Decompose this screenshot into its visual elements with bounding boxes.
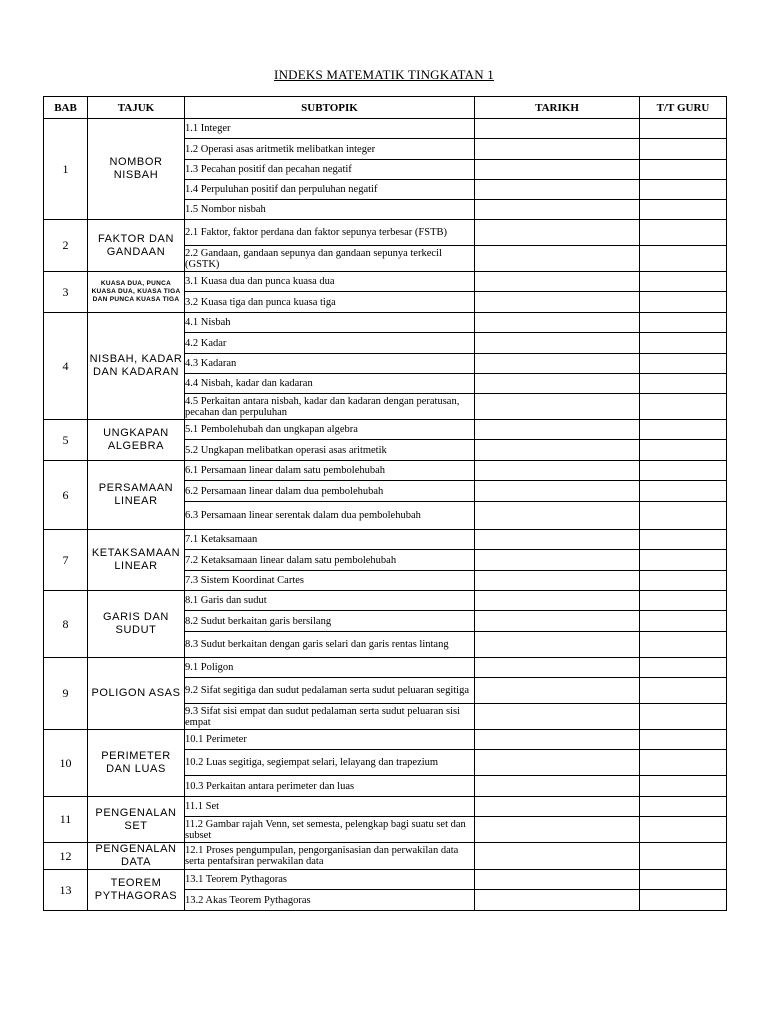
- subtopik-cell: 3.1 Kuasa dua dan punca kuasa dua: [185, 272, 475, 292]
- bab-cell: 12: [44, 843, 88, 870]
- tajuk-cell: PERIMETER DAN LUAS: [88, 730, 185, 797]
- tt-guru-cell[interactable]: [640, 704, 727, 730]
- tarikh-cell[interactable]: [475, 160, 640, 180]
- subtopik-cell: 10.1 Perimeter: [185, 730, 475, 750]
- tt-guru-cell[interactable]: [640, 678, 727, 704]
- tt-guru-cell[interactable]: [640, 313, 727, 333]
- table-row: [44, 591, 727, 611]
- tarikh-cell[interactable]: [475, 333, 640, 354]
- tt-guru-cell[interactable]: [640, 530, 727, 550]
- tt-guru-cell[interactable]: [640, 354, 727, 374]
- tt-guru-cell[interactable]: [640, 730, 727, 750]
- subtopik-cell: 10.2 Luas segitiga, segiempat selari, lelayang dan trapezium: [185, 750, 475, 776]
- subtopik-cell: 5.1 Pembolehubah dan ungkapan algebra: [185, 420, 475, 440]
- tt-guru-cell[interactable]: [640, 890, 727, 911]
- subtopik-cell: 8.3 Sudut berkaitan dengan garis selari dan garis rentas lintang: [185, 632, 475, 658]
- subtopik-cell: 11.2 Gambar rajah Venn, set semesta, pelengkap bagi suatu set dan subset: [185, 817, 475, 843]
- tajuk-cell: KUASA DUA, PUNCA KUASA DUA, KUASA TIGA DAN PUNCA KUASA TIGA: [88, 272, 185, 313]
- bab-cell: 8: [44, 591, 88, 658]
- bab-cell: 9: [44, 658, 88, 730]
- tt-guru-cell[interactable]: [640, 550, 727, 571]
- subtopik-cell: 7.3 Sistem Koordinat Cartes: [185, 571, 475, 591]
- tajuk-cell: KETAKSAMAAN LINEAR: [88, 530, 185, 591]
- subtopik-cell: 8.2 Sudut berkaitan garis bersilang: [185, 611, 475, 632]
- subtopik-cell: 9.1 Poligon: [185, 658, 475, 678]
- tt-guru-cell[interactable]: [640, 776, 727, 797]
- subtopik-cell: 10.3 Perkaitan antara perimeter dan luas: [185, 776, 475, 797]
- bab-cell: 13: [44, 870, 88, 911]
- tt-guru-cell[interactable]: [640, 843, 727, 870]
- tarikh-cell[interactable]: [475, 890, 640, 911]
- tt-guru-cell[interactable]: [640, 440, 727, 461]
- tarikh-cell[interactable]: [475, 502, 640, 530]
- subtopik-cell: 1.2 Operasi asas aritmetik melibatkan integer: [185, 139, 475, 160]
- tt-guru-cell[interactable]: [640, 591, 727, 611]
- tarikh-cell[interactable]: [475, 481, 640, 502]
- tarikh-cell[interactable]: [475, 776, 640, 797]
- tarikh-cell[interactable]: [475, 246, 640, 272]
- tt-guru-cell[interactable]: [640, 119, 727, 139]
- tarikh-cell[interactable]: [475, 550, 640, 571]
- table-row: [44, 220, 727, 246]
- tt-guru-cell[interactable]: [640, 797, 727, 817]
- subtopik-cell: 7.1 Ketaksamaan: [185, 530, 475, 550]
- tajuk-cell: PERSAMAAN LINEAR: [88, 461, 185, 530]
- subtopik-cell: 4.5 Perkaitan antara nisbah, kadar dan kadaran dengan peratusan, pecahan dan perpuluhan: [185, 394, 475, 420]
- tajuk-cell: TEOREM PYTHAGORAS: [88, 870, 185, 911]
- table-body: [44, 119, 727, 911]
- table-row: [44, 272, 727, 292]
- tt-guru-cell[interactable]: [640, 200, 727, 220]
- tt-guru-cell[interactable]: [640, 180, 727, 200]
- bab-cell: 4: [44, 313, 88, 420]
- tt-guru-cell[interactable]: [640, 870, 727, 890]
- tarikh-cell[interactable]: [475, 313, 640, 333]
- header-tajuk: TAJUK: [88, 97, 185, 119]
- tt-guru-cell[interactable]: [640, 611, 727, 632]
- table-row: [44, 119, 727, 139]
- subtopik-cell: 4.4 Nisbah, kadar dan kadaran: [185, 374, 475, 394]
- tarikh-cell[interactable]: [475, 180, 640, 200]
- subtopik-cell: 6.2 Persamaan linear dalam dua pembolehubah: [185, 481, 475, 502]
- bab-cell: 2: [44, 220, 88, 272]
- bab-cell: 10: [44, 730, 88, 797]
- bab-cell: 3: [44, 272, 88, 313]
- subtopik-cell: 4.2 Kadar: [185, 333, 475, 354]
- subtopik-cell: 1.5 Nombor nisbah: [185, 200, 475, 220]
- subtopik-cell: 8.1 Garis dan sudut: [185, 591, 475, 611]
- header-row: [44, 97, 727, 119]
- tt-guru-cell[interactable]: [640, 374, 727, 394]
- tarikh-cell[interactable]: [475, 139, 640, 160]
- tarikh-cell[interactable]: [475, 119, 640, 139]
- subtopik-cell: 5.2 Ungkapan melibatkan operasi asas aritmetik: [185, 440, 475, 461]
- subtopik-cell: 9.3 Sifat sisi empat dan sudut pedalaman serta sudut peluaran sisi empat: [185, 704, 475, 730]
- tarikh-cell[interactable]: [475, 394, 640, 420]
- tt-guru-cell[interactable]: [640, 246, 727, 272]
- tt-guru-cell[interactable]: [640, 502, 727, 530]
- tt-guru-cell[interactable]: [640, 420, 727, 440]
- header-tarikh: TARIKH: [475, 97, 640, 119]
- bab-cell: 1: [44, 119, 88, 220]
- tt-guru-cell[interactable]: [640, 292, 727, 313]
- subtopik-cell: 11.1 Set: [185, 797, 475, 817]
- tt-guru-cell[interactable]: [640, 220, 727, 246]
- tajuk-cell: NOMBOR NISBAH: [88, 119, 185, 220]
- tarikh-cell[interactable]: [475, 678, 640, 704]
- table-row: [44, 461, 727, 481]
- bab-cell: 11: [44, 797, 88, 843]
- tarikh-cell[interactable]: [475, 292, 640, 313]
- tajuk-cell: PENGENALAN DATA: [88, 843, 185, 870]
- tt-guru-cell[interactable]: [640, 394, 727, 420]
- tajuk-cell: POLIGON ASAS: [88, 658, 185, 730]
- subtopik-cell: 6.1 Persamaan linear dalam satu pembolehubah: [185, 461, 475, 481]
- tt-guru-cell[interactable]: [640, 658, 727, 678]
- index-table: [43, 96, 727, 911]
- header-bab: BAB: [44, 97, 88, 119]
- tarikh-cell[interactable]: [475, 571, 640, 591]
- tajuk-cell: FAKTOR DAN GANDAAN: [88, 220, 185, 272]
- tarikh-cell[interactable]: [475, 272, 640, 292]
- table-row: [44, 420, 727, 440]
- tajuk-cell: GARIS DAN SUDUT: [88, 591, 185, 658]
- tarikh-cell[interactable]: [475, 440, 640, 461]
- tt-guru-cell[interactable]: [640, 632, 727, 658]
- tarikh-cell[interactable]: [475, 611, 640, 632]
- tarikh-cell[interactable]: [475, 870, 640, 890]
- table-row: [44, 797, 727, 817]
- subtopik-cell: 7.2 Ketaksamaan linear dalam satu pembolehubah: [185, 550, 475, 571]
- tajuk-cell: UNGKAPAN ALGEBRA: [88, 420, 185, 461]
- subtopik-cell: 6.3 Persamaan linear serentak dalam dua pembolehubah: [185, 502, 475, 530]
- bab-cell: 5: [44, 420, 88, 461]
- subtopik-cell: 12.1 Proses pengumpulan, pengorganisasian dan perwakilan data serta pentafsiran perwakilan data: [185, 843, 475, 870]
- tarikh-cell[interactable]: [475, 632, 640, 658]
- table-row: [44, 313, 727, 333]
- subtopik-cell: 3.2 Kuasa tiga dan punca kuasa tiga: [185, 292, 475, 313]
- subtopik-cell: 2.2 Gandaan, gandaan sepunya dan gandaan sepunya terkecil (GSTK): [185, 246, 475, 272]
- tt-guru-cell[interactable]: [640, 571, 727, 591]
- subtopik-cell: 2.1 Faktor, faktor perdana dan faktor sepunya terbesar (FSTB): [185, 220, 475, 246]
- tt-guru-cell[interactable]: [640, 750, 727, 776]
- table-row: [44, 843, 727, 870]
- table-row: [44, 658, 727, 678]
- subtopik-cell: 1.4 Perpuluhan positif dan perpuluhan negatif: [185, 180, 475, 200]
- tt-guru-cell[interactable]: [640, 481, 727, 502]
- tt-guru-cell[interactable]: [640, 139, 727, 160]
- tt-guru-cell[interactable]: [640, 461, 727, 481]
- tarikh-cell[interactable]: [475, 797, 640, 817]
- tarikh-cell[interactable]: [475, 420, 640, 440]
- tarikh-cell[interactable]: [475, 704, 640, 730]
- bab-cell: 6: [44, 461, 88, 530]
- subtopik-cell: 13.1 Teorem Pythagoras: [185, 870, 475, 890]
- tarikh-cell[interactable]: [475, 750, 640, 776]
- tt-guru-cell[interactable]: [640, 333, 727, 354]
- subtopik-cell: 13.2 Akas Teorem Pythagoras: [185, 890, 475, 911]
- tajuk-cell: NISBAH, KADAR DAN KADARAN: [88, 313, 185, 420]
- table-row: [44, 530, 727, 550]
- tarikh-cell[interactable]: [475, 200, 640, 220]
- header-tt-guru: T/T GURU: [640, 97, 727, 119]
- tarikh-cell[interactable]: [475, 530, 640, 550]
- subtopik-cell: 1.1 Integer: [185, 119, 475, 139]
- subtopik-cell: 9.2 Sifat segitiga dan sudut pedalaman serta sudut peluaran segitiga: [185, 678, 475, 704]
- bab-cell: 7: [44, 530, 88, 591]
- table-row: [44, 730, 727, 750]
- tt-guru-cell[interactable]: [640, 817, 727, 843]
- document-title: INDEKS MATEMATIK TINGKATAN 1: [274, 67, 494, 82]
- subtopik-cell: 4.1 Nisbah: [185, 313, 475, 333]
- tt-guru-cell[interactable]: [640, 160, 727, 180]
- tarikh-cell[interactable]: [475, 730, 640, 750]
- tarikh-cell[interactable]: [475, 354, 640, 374]
- header-subtopik: SUBTOPIK: [185, 97, 475, 119]
- tarikh-cell[interactable]: [475, 461, 640, 481]
- tarikh-cell[interactable]: [475, 658, 640, 678]
- tajuk-cell: PENGENALAN SET: [88, 797, 185, 843]
- tarikh-cell[interactable]: [475, 220, 640, 246]
- tt-guru-cell[interactable]: [640, 272, 727, 292]
- table-row: [44, 870, 727, 890]
- tarikh-cell[interactable]: [475, 817, 640, 843]
- subtopik-cell: 4.3 Kadaran: [185, 354, 475, 374]
- subtopik-cell: 1.3 Pecahan positif dan pecahan negatif: [185, 160, 475, 180]
- tarikh-cell[interactable]: [475, 843, 640, 870]
- tarikh-cell[interactable]: [475, 591, 640, 611]
- tarikh-cell[interactable]: [475, 374, 640, 394]
